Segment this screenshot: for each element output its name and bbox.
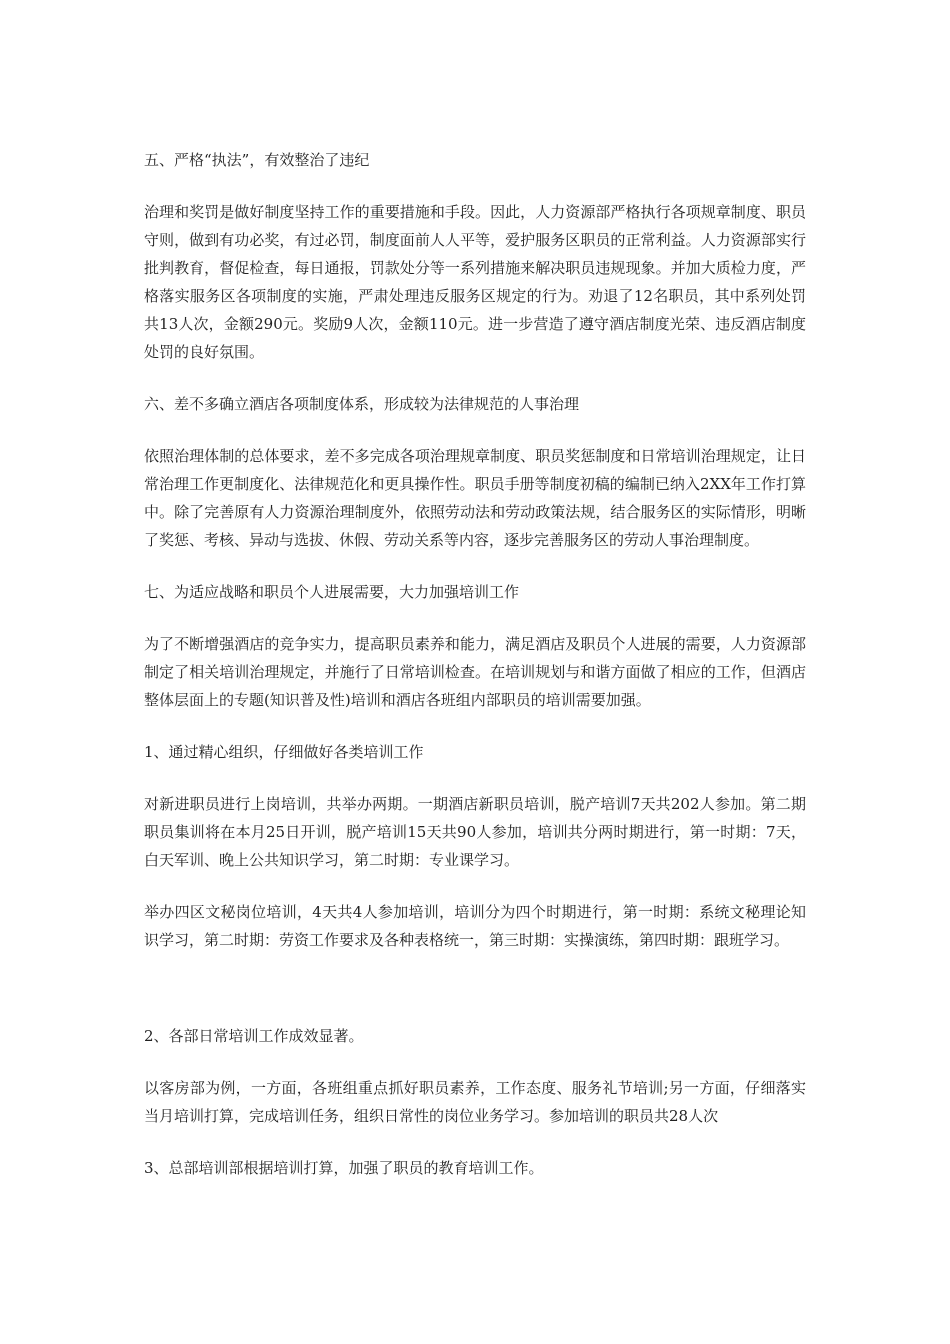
subheading-2: 2、各部日常培训工作成效显著。 xyxy=(144,1027,364,1045)
paragraph-system: 依照治理体制的总体要求，差不多完成各项治理规章制度、职员奖惩制度和日常培训治理规定，让日常治理工作更制度化、法律规范化和更具操作性。职员手册等制度初稿的编制已纳入2XX年工作打算中。除了完善原有人力资源治理制度外，依照劳动法和劳动政策法规，结合服务区的实际情形，明晰了奖惩、考核、异动与选拔、休假、劳动关系等内容，逐步完善服务区的劳动人事治理制度。 xyxy=(144,447,806,549)
paragraph-new-staff: 对新进职员进行上岗培训，共举办两期。一期酒店新职员培训，脱产培训7天共202人参加。第二期职员集训将在本月25日开训，脱产培训15天共90人参加，培训共分两时期进行，第一时期：7天，白天军训、晚上公共知识学习，第二时期：专业课学习。 xyxy=(144,795,806,869)
document-page xyxy=(144,146,806,1182)
subheading-3: 3、总部培训部根据培训打算，加强了职员的教育培训工作。 xyxy=(144,1159,544,1177)
paragraph-discipline: 治理和奖罚是做好制度坚持工作的重要措施和手段。因此，人力资源部严格执行各项规章制度、职员守则，做到有功必奖，有过必罚，制度面前人人平等，爱护服务区职员的正常利益。人力资源部实行批判教育，督促检查，每日通报，罚款处分等一系列措施来解决职员违规现象。并加大质检力度，严格落实服务区各项制度的实施，严肃处理违反服务区规定的行为。劝退了12名职员，其中系列处罚共13人次，金额290元。奖励9人次，金额110元。进一步营造了遵守酒店制度光荣、违反酒店制度处罚的良好氛围。 xyxy=(144,203,806,361)
paragraph-housekeeping: 以客房部为例，一方面，各班组重点抓好职员素养，工作态度、服务礼节培训;另一方面，仔细落实当月培训打算，完成培训任务，组织日常性的岗位业务学习。参加培训的职员共28人次 xyxy=(144,1079,806,1125)
paragraph-secretary: 举办四区文秘岗位培训，4天共4人参加培训，培训分为四个时期进行，第一时期：系统文秘理论知识学习，第二时期：劳资工作要求及各种表格统一，第三时期：实操演练，第四时期：跟班学习。 xyxy=(144,903,806,949)
section-heading-7: 七、为适应战略和职员个人进展需要，大力加强培训工作 xyxy=(144,583,520,601)
subheading-1: 1、通过精心组织，仔细做好各类培训工作 xyxy=(144,743,424,761)
section-heading-5: 五、严格“执法”，有效整治了违纪 xyxy=(144,151,370,169)
section-heading-6: 六、差不多确立酒店各项制度体系，形成较为法律规范的人事治理 xyxy=(144,395,580,413)
paragraph-training: 为了不断增强酒店的竞争实力，提高职员素养和能力，满足酒店及职员个人进展的需要，人力资源部制定了相关培训治理规定，并施行了日常培训检查。在培训规划与和谐方面做了相应的工作，但酒店整体层面上的专题(知识普及性)培训和酒店各班组内部职员的培训需要加强。 xyxy=(144,635,806,709)
